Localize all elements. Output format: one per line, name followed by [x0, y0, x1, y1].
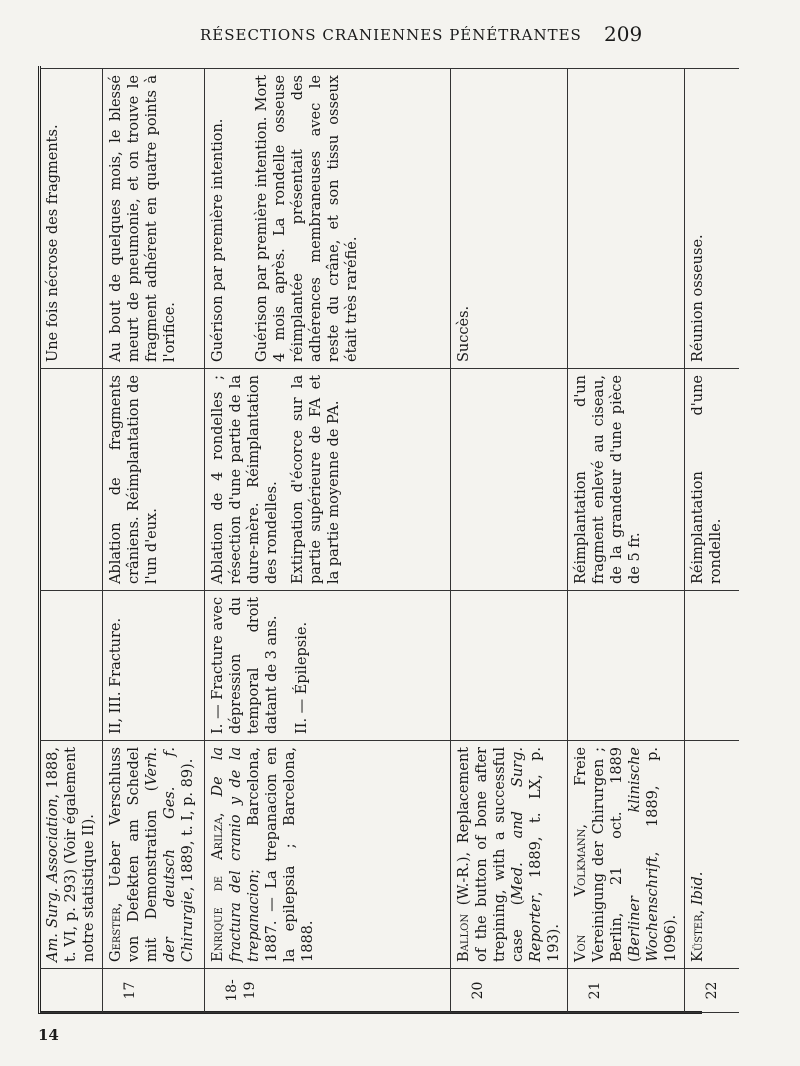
case-number: 18-19	[205, 969, 451, 1013]
result-text: Guérison par première intention.	[210, 118, 226, 362]
injury-text: I. — Fracture avec dépression du temporal droit datant de 3 ans.	[210, 597, 280, 734]
reference-text: , 1889, t. I, p. 89).	[180, 758, 196, 892]
reference-text: (W.-R.), Replacement of the button of bone after trepining, with a successful case (	[456, 747, 526, 962]
reference-text: ,	[210, 796, 226, 818]
result-text: Guérison par première intention. Mort 4 mois après. La rondelle osseuse réimplantée présentait des adhérences membraneuses avec le reste du crâne, et son tissu osseux était très raréfié.	[254, 75, 360, 362]
operation-cell	[40, 369, 103, 591]
result-cell: Succès.	[451, 69, 568, 369]
reference-text: , 1889, t. LX, p. 193).	[528, 747, 562, 962]
author-name: Enrique de Arilza	[210, 817, 226, 962]
injury-cell: II, III. Fracture.	[103, 591, 205, 741]
operation-cell: Réimplantation d'une rondelle.	[685, 369, 739, 591]
operation-cell: Réimplantation d'un fragment enlevé au ciseau, de la grandeur d'une pièce de 5 fr.	[568, 369, 685, 591]
table-row	[685, 69, 739, 1013]
reference-text: , Ueber Verschluss von Defekten am Schedel mit Demonstration (	[108, 747, 160, 962]
reference-text: ; Barcelona, 1887. — La trepanacion en la epilepsia ; Barcelona, 1888.	[246, 747, 316, 962]
injury-cell	[205, 591, 451, 741]
operation-cell	[451, 369, 568, 591]
table-row	[40, 69, 103, 1013]
reference-title: Ibid.	[690, 871, 706, 906]
result-cell	[205, 69, 451, 369]
case-number: 17	[103, 969, 205, 1013]
result-cell: Au bout de quelques mois, le blessé meurt de pneumonie, et on trouve le fragment adhérent en quatre points à l'orifice.	[103, 69, 205, 369]
result-cell: Une fois nécrose des fragments.	[40, 69, 103, 369]
operation-text: Ablation de 4 rondelles ; résection d'une partie de la dure-mère. Réimplantation des rondelles.	[210, 375, 280, 584]
injury-cell	[40, 591, 103, 741]
reference-title: Med. and Surg. Reporter	[510, 747, 544, 962]
reference-cell	[685, 741, 739, 969]
case-number: 21	[568, 969, 685, 1013]
operation-cell: Ablation de fragments crâniens. Réimplantation de l'un d'eux.	[103, 369, 205, 591]
operation-text: Extirpation d'écorce sur la partie supérieure de FA et la partie moyenne de PA.	[290, 375, 342, 584]
case-number: 20	[451, 969, 568, 1013]
reference-title: Verh. der deutsch Ges. f. Chirurgie	[144, 747, 196, 962]
rotated-table-container	[40, 69, 724, 1013]
case-table	[40, 68, 739, 1013]
reference-cell	[451, 741, 568, 969]
reference-cell	[205, 741, 451, 969]
result-cell: Réunion osseuse.	[685, 69, 739, 369]
injury-cell	[451, 591, 568, 741]
reference-cell	[103, 741, 205, 969]
reference-cell	[40, 741, 103, 969]
reference-text: , 1888, t. VI, p. 293) (Voir également notre statistique II).	[45, 747, 97, 962]
injury-text: II. — Épilepsie.	[294, 621, 310, 734]
injury-cell	[685, 591, 739, 741]
reference-title: Am. Surg. Association	[45, 798, 61, 962]
reference-text: , Freie Vereinigung der Chirurgen ; Berlin, 21 oct. 1889 (	[573, 747, 643, 962]
reference-text: , 1889, p. 1096).	[645, 747, 679, 962]
reference-cell	[568, 741, 685, 969]
table-row	[205, 69, 451, 1013]
author-name: Gerster	[108, 907, 124, 962]
operation-cell	[205, 369, 451, 591]
reference-title: Berliner klinische Wochenschrift	[627, 747, 661, 962]
printer-signature: 14	[38, 1026, 59, 1044]
author-name: Ballon	[456, 913, 472, 962]
table-row	[103, 69, 205, 1013]
author-name: Von Volkmann	[573, 828, 589, 962]
reference-text: ,	[690, 905, 706, 915]
case-number	[40, 969, 103, 1013]
table-row	[451, 69, 568, 1013]
author-name: Küster	[690, 914, 706, 962]
table-row	[568, 69, 685, 1013]
page-number: 209	[604, 22, 643, 46]
injury-cell	[568, 591, 685, 741]
case-number: 22	[685, 969, 739, 1013]
reference-title: De la fractura del cranio y de la trepanacion	[210, 747, 262, 962]
running-header: RÉSECTIONS CRANIENNES PÉNÉTRANTES	[200, 26, 582, 44]
result-cell	[568, 69, 685, 369]
